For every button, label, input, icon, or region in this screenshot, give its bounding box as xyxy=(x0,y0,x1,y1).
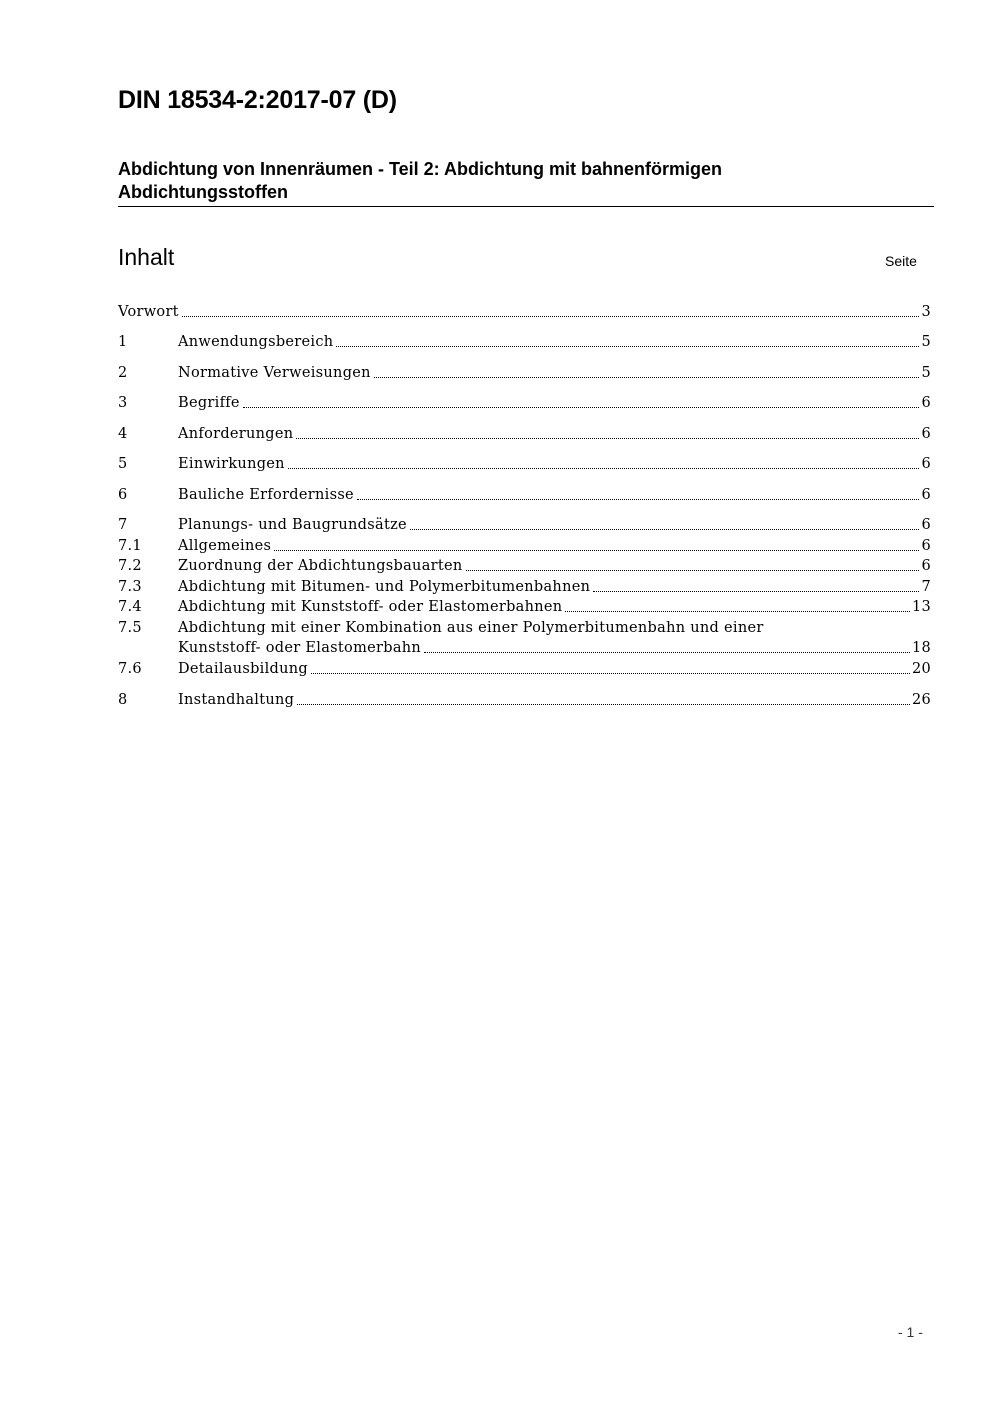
toc-entry-title: Begriffe xyxy=(178,395,240,411)
toc-entry-number: 2 xyxy=(118,365,128,381)
toc-entry-6[interactable] xyxy=(118,485,931,505)
toc-entry-5[interactable] xyxy=(118,454,931,474)
toc-entry-title: Anwendungsbereich xyxy=(178,334,334,350)
toc-entry-page: 6 xyxy=(921,538,931,554)
toc-entry-page: 6 xyxy=(921,426,931,442)
leader-dots xyxy=(297,704,910,705)
toc-entry-7-4[interactable] xyxy=(118,597,931,617)
toc-entry-number: 6 xyxy=(118,487,128,503)
toc-entry-7-1[interactable] xyxy=(118,536,931,556)
toc-entry-number: 1 xyxy=(118,334,128,350)
toc-entry-number: 7.6 xyxy=(118,661,142,677)
toc-entry-number: 7.2 xyxy=(118,558,142,574)
toc-entry-title: Anforderungen xyxy=(178,426,294,442)
toc-entry-3[interactable] xyxy=(118,393,931,413)
toc-entry-vorwort[interactable] xyxy=(118,302,931,322)
toc-entry-page: 7 xyxy=(921,579,931,595)
toc-entry-page: 6 xyxy=(921,517,931,533)
toc-entry-number: 7.5 xyxy=(118,620,142,636)
toc-entry-number: 8 xyxy=(118,692,128,708)
toc-entry-title: Einwirkungen xyxy=(178,456,285,472)
toc-entry-title: Bauliche Erfordernisse xyxy=(178,487,354,503)
toc-entry-7-5-line1[interactable] xyxy=(118,618,931,638)
toc-entry-title: Allgemeines xyxy=(178,538,272,554)
toc-entry-page: 5 xyxy=(921,334,931,350)
toc-heading: Inhalt xyxy=(118,244,175,270)
toc-entry-page: 20 xyxy=(911,661,931,677)
leader-dots xyxy=(374,377,920,378)
toc-entry-title: Abdichtung mit Kunststoff- oder Elastomerbahnen xyxy=(178,599,563,615)
toc-entry-number: 7 xyxy=(118,517,128,533)
toc-entry-page: 6 xyxy=(921,487,931,503)
leader-dots xyxy=(336,346,919,347)
toc-entry-page: 18 xyxy=(911,640,931,656)
leader-dots xyxy=(357,499,920,500)
toc-entry-1[interactable] xyxy=(118,332,931,352)
toc-entry-number: 5 xyxy=(118,456,128,472)
toc-entry-title: Kunststoff- oder Elastomerbahn xyxy=(178,640,422,656)
toc-entry-7-3[interactable] xyxy=(118,577,931,597)
page-column-label: Seite xyxy=(885,253,917,269)
toc-entry-7-5[interactable] xyxy=(118,638,931,658)
toc-entry-title: Instandhaltung xyxy=(178,692,295,708)
toc-entry-8[interactable] xyxy=(118,690,931,710)
toc-entry-number: 7.4 xyxy=(118,599,142,615)
leader-dots xyxy=(288,468,920,469)
toc-entry-page: 3 xyxy=(921,304,931,320)
toc-entry-title-line1: Abdichtung mit einer Kombination aus einer Polymerbitumenbahn und einer xyxy=(178,620,764,636)
leader-dots xyxy=(466,570,920,571)
leader-dots xyxy=(565,611,910,612)
toc-entry-title: Abdichtung mit Bitumen- und Polymerbitumenbahnen xyxy=(178,579,591,595)
toc-entry-page: 6 xyxy=(921,456,931,472)
toc-entry-7-6[interactable] xyxy=(118,659,931,679)
toc-entry-4[interactable] xyxy=(118,424,931,444)
toc-entry-page: 6 xyxy=(921,558,931,574)
leader-dots xyxy=(311,673,910,674)
toc-entry-page: 6 xyxy=(921,395,931,411)
toc-entry-number: 3 xyxy=(118,395,128,411)
title-divider xyxy=(118,206,934,207)
document-title: DIN 18534-2:2017-07 (D) xyxy=(118,86,397,114)
toc-entry-number: 4 xyxy=(118,426,128,442)
toc-entry-number: 7.1 xyxy=(118,538,142,554)
toc-entry-title: Normative Verweisungen xyxy=(178,365,371,381)
leader-dots xyxy=(410,529,920,530)
toc-entry-title: Zuordnung der Abdichtungsbauarten xyxy=(178,558,463,574)
leader-dots xyxy=(274,550,919,551)
document-subtitle: Abdichtung von Innenräumen - Teil 2: Abdichtung mit bahnenförmigen Abdichtungsstoffen xyxy=(118,159,722,202)
toc-entry-title: Planungs- und Baugrundsätze xyxy=(178,517,407,533)
leader-dots xyxy=(243,407,920,408)
page-number: - 1 - xyxy=(898,1324,923,1340)
toc-entry-7[interactable] xyxy=(118,515,931,535)
toc-entry-title: Vorwort xyxy=(118,304,179,320)
leader-dots xyxy=(593,591,919,592)
toc-entry-page: 26 xyxy=(911,692,931,708)
toc-entry-2[interactable] xyxy=(118,363,931,383)
toc-entry-page: 5 xyxy=(921,365,931,381)
toc-entry-title: Detailausbildung xyxy=(178,661,308,677)
toc-entry-number: 7.3 xyxy=(118,579,142,595)
leader-dots xyxy=(424,652,910,653)
toc-entry-7-2[interactable] xyxy=(118,556,931,576)
toc-entry-page: 13 xyxy=(911,599,931,615)
leader-dots xyxy=(296,438,919,439)
leader-dots xyxy=(182,316,920,317)
